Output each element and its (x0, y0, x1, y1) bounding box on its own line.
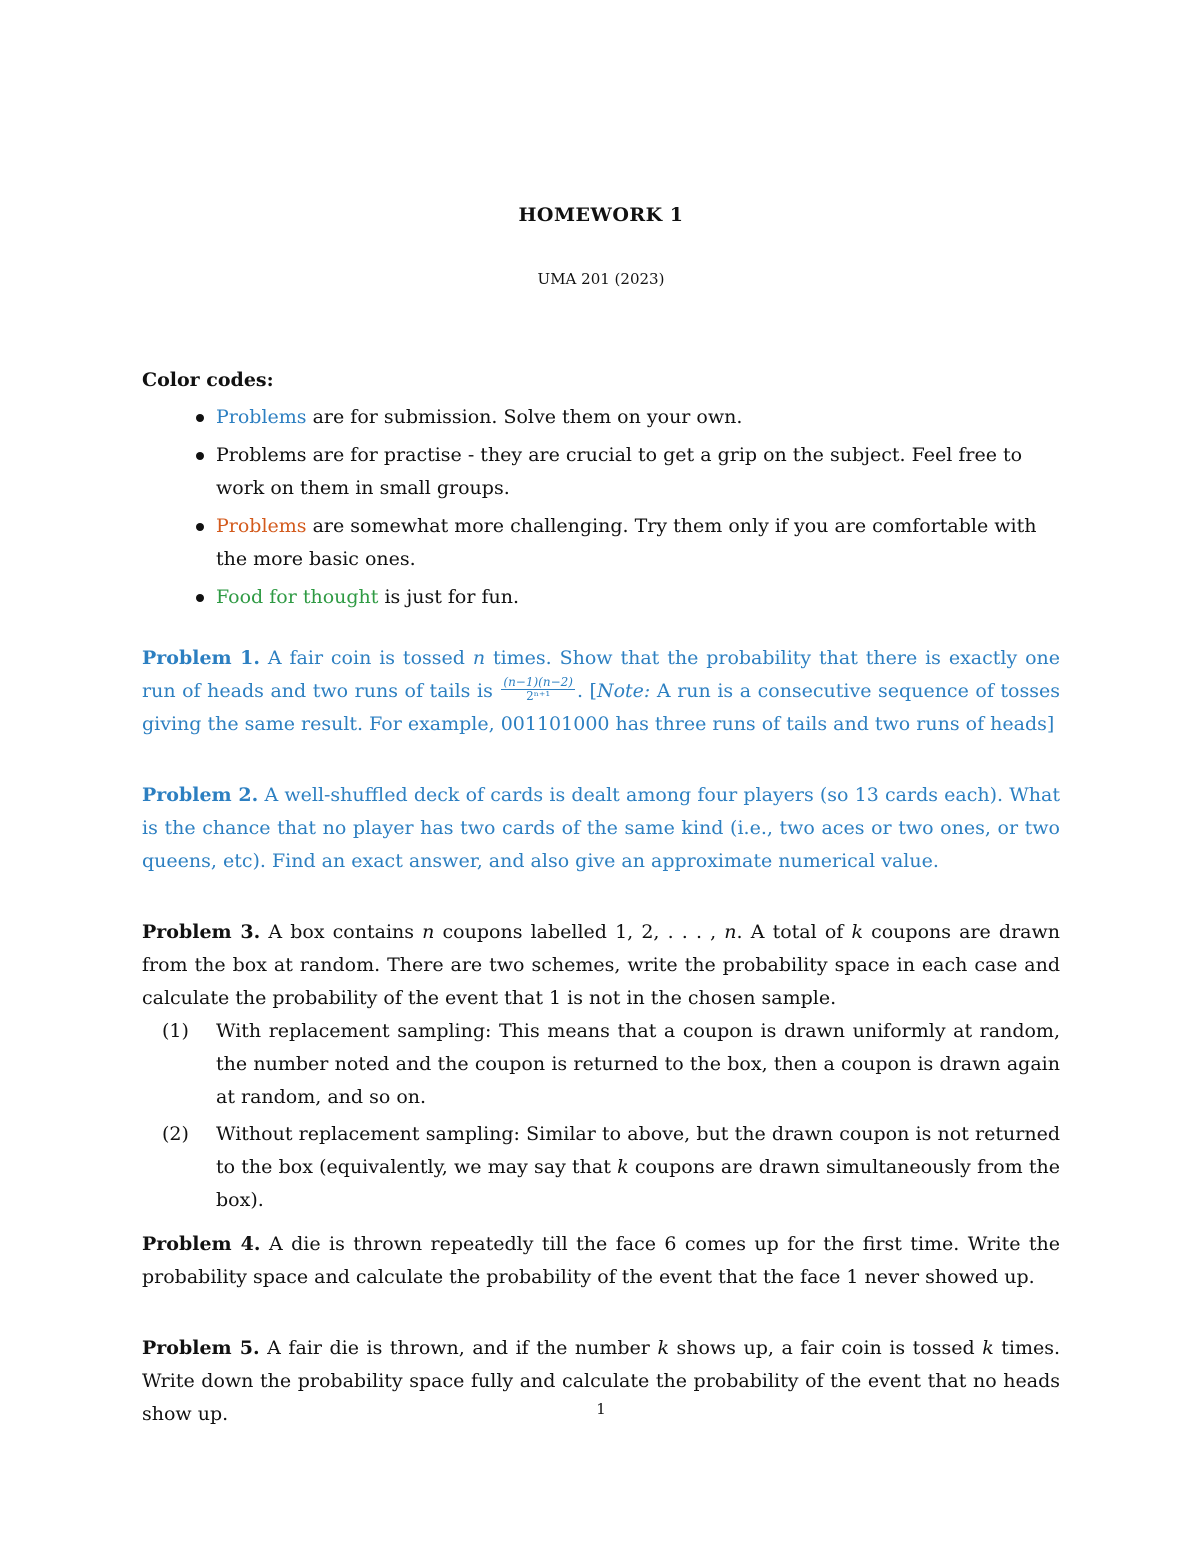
color-code-item-submission (142, 401, 1060, 434)
problem-3-item-2 (142, 1118, 1060, 1217)
probability-fraction (501, 676, 575, 703)
problem-text: A run is a consecutive sequence of tosses giving the same result. For example, 001101000 has three runs of tails and two runs of heads] (142, 680, 1060, 735)
page-number: 1 (596, 1400, 606, 1418)
bullet-icon (196, 523, 204, 531)
problem-3-item-1 (142, 1015, 1060, 1114)
problem-text: times. Show that the probability that there is exactly one run of heads and two runs of tails is (142, 647, 1061, 702)
problem-label: Problem 4. (142, 1233, 261, 1255)
color-codes-heading: Color codes: (142, 369, 274, 391)
problem-text: A die is thrown repeatedly till the face 6 comes up for the first time. Write the probability space and calculate the probability of the event that the face 1 never showed up. (142, 1233, 1060, 1288)
enum-number: (1) (162, 1020, 189, 1042)
color-code-text: is just for fun. (378, 586, 520, 608)
bullet-icon (196, 414, 204, 422)
problem-text: A fair coin is tossed (267, 647, 473, 669)
color-code-highlight: Food for thought (216, 586, 379, 608)
document-subtitle: UMA 201 (2023) (537, 270, 665, 288)
problem-statement (142, 916, 1060, 1015)
math-var: k (617, 1156, 629, 1178)
enum-text: Without replacement sampling: Similar to above, but the drawn coupon is not returned to the box (equivalently, we may say that (216, 1123, 1060, 1178)
problem-4 (142, 1228, 1060, 1294)
problem-text: coupons labelled 1, 2, . . . , (434, 921, 725, 943)
problem-text: A box contains (268, 921, 423, 943)
color-code-text: are for submission. Solve them on your own. (306, 406, 743, 428)
color-code-text: Problems are for practise - they are crucial to get a grip on the subject. Feel free to work on them in small groups. (216, 444, 1023, 499)
math-var: n (422, 921, 435, 943)
color-code-item-fun (142, 581, 1060, 614)
enum-text: With replacement sampling: This means that a coupon is drawn uniformly at random, the number noted and the coupon is returned to the box, then a coupon is drawn again at random, and so on. (216, 1020, 1060, 1108)
problem-text: times. Write down the probability space fully and calculate the probability of the event that no heads show up. (142, 1337, 1061, 1425)
math-var: n (724, 921, 737, 943)
problem-text: A fair die is thrown, and if the number (267, 1337, 658, 1359)
color-codes-section (142, 364, 1060, 619)
document-page (142, 0, 1060, 1553)
bullet-icon (196, 452, 204, 460)
problem-3 (142, 916, 1060, 1221)
math-var: n (472, 647, 486, 669)
problem-text: . [ (576, 680, 597, 702)
color-code-text: are somewhat more challenging. Try them only if you are comfortable with the more basic ones. (216, 515, 1037, 570)
bullet-icon (196, 594, 204, 602)
color-code-item-practise (142, 439, 1060, 505)
problem-text: coupons are drawn from the box at random. There are two schemes, write the probability space in each case and calculate the probability of the event that 1 is not in the chosen sample. (142, 921, 1060, 1009)
fraction-denominator: 2ⁿ⁺¹ (526, 688, 551, 703)
note-label: Note: (596, 680, 651, 702)
problem-label: Problem 2. (142, 784, 259, 806)
problem-1 (142, 642, 1060, 741)
math-var: k (657, 1337, 669, 1359)
problem-text: shows up, a fair coin is tossed (668, 1337, 983, 1359)
enum-text: coupons are drawn simultaneously from the box). (216, 1156, 1060, 1211)
problem-2 (142, 779, 1060, 878)
problem-text: A well-shuffled deck of cards is dealt among four players (so 13 cards each). What is the chance that no player has two cards of the same kind (i.e., two aces or two ones, or two queens, etc). Find an exact answer, and also give an approximate numerical value. (142, 784, 1060, 872)
color-code-highlight: Problems (216, 406, 307, 428)
problem-text: . A total of (736, 921, 852, 943)
document-title: HOMEWORK 1 (518, 204, 684, 226)
color-codes-list (142, 401, 1060, 614)
problem-label: Problem 5. (142, 1337, 260, 1359)
math-var: k (982, 1337, 994, 1359)
problem-label: Problem 3. (142, 921, 261, 943)
color-code-highlight: Problems (216, 515, 307, 537)
fraction-numerator: (n−1)(n−2) (503, 674, 573, 689)
color-code-item-challenging (142, 510, 1060, 576)
problem-label: Problem 1. (142, 647, 260, 669)
enum-number: (2) (162, 1123, 189, 1145)
math-var: k (851, 921, 863, 943)
